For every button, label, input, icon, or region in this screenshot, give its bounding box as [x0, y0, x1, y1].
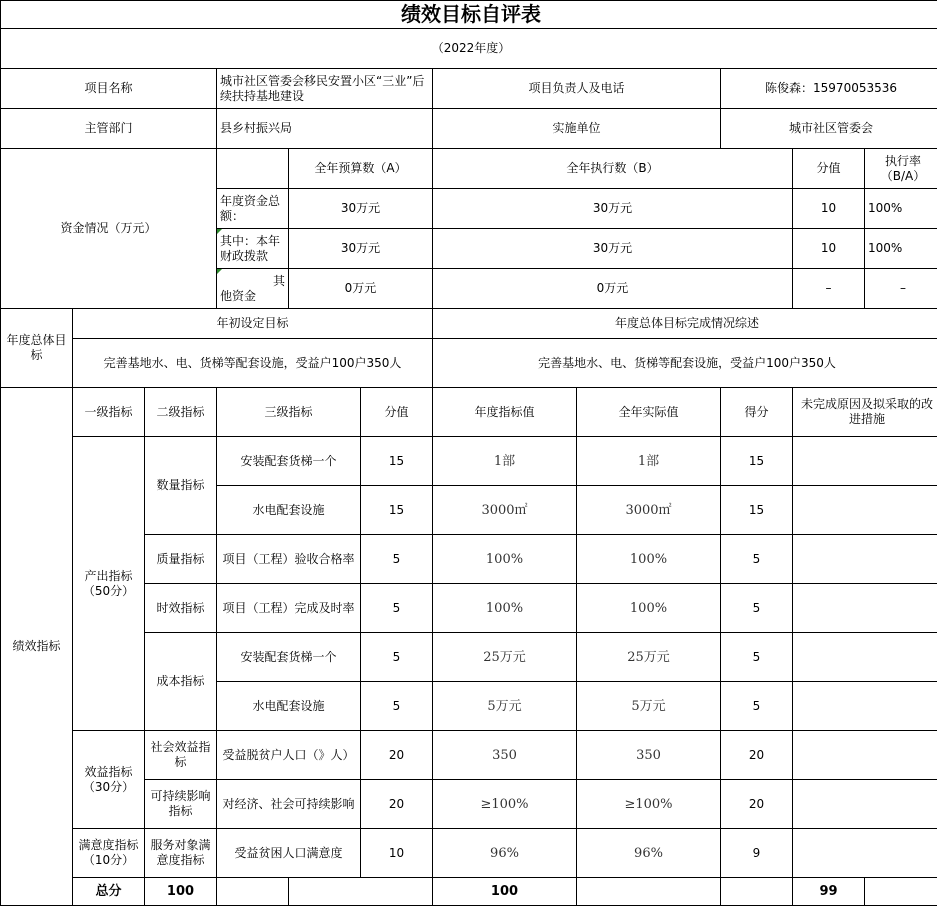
ind-target: 3000㎡: [433, 486, 577, 535]
ind-actual: 25万元: [577, 633, 721, 682]
funds-row-rate: 100%: [865, 229, 937, 269]
funds-header-blank: [217, 149, 289, 189]
ind-target: 5万元: [433, 682, 577, 731]
ind-reason: [793, 731, 937, 780]
ind-actual: 1部: [577, 437, 721, 486]
ind-target: 1部: [433, 437, 577, 486]
ind-l3: 安装配套货梯一个: [217, 633, 361, 682]
ind-score: 5: [721, 535, 793, 584]
ind-l1-output: 产出指标（50分）: [73, 437, 145, 731]
overall-done-header: 年度总体目标完成情况综述: [433, 309, 937, 339]
total-l3: [289, 878, 433, 906]
ind-target: ≥100%: [433, 780, 577, 829]
total-score: 99: [793, 878, 865, 906]
project-name: 城市社区管委会移民安置小区“三业”后续扶持基地建设: [217, 69, 433, 109]
funds-row-score-value: –: [793, 269, 865, 309]
funds-row-exec: 30万元: [433, 229, 793, 269]
ind-target: 25万元: [433, 633, 577, 682]
unit-value: 城市社区管委会: [721, 109, 937, 149]
ind-l2-quality: 质量指标: [145, 535, 217, 584]
ind-l3: 安装配套货梯一个: [217, 437, 361, 486]
funds-row-name-b: 他资金: [220, 288, 257, 303]
total-reason: [865, 878, 937, 906]
ind-value: 15: [361, 437, 433, 486]
ind-score: 15: [721, 437, 793, 486]
ind-score: 15: [721, 486, 793, 535]
ind-header-l2: 二级指标: [145, 388, 217, 437]
total-l2: [217, 878, 289, 906]
ind-l2-quantity: 数量指标: [145, 437, 217, 535]
dept-label: 主管部门: [1, 109, 217, 149]
ind-l3: 水电配套设施: [217, 486, 361, 535]
funds-row-score-value: 10: [793, 229, 865, 269]
ind-actual: 100%: [577, 584, 721, 633]
ind-reason: [793, 584, 937, 633]
owner-value: 陈俊森：15970053536: [721, 69, 937, 109]
ind-target: 96%: [433, 829, 577, 878]
page-title: 绩效目标自评表: [1, 1, 937, 29]
funds-row-budget: 30万元: [289, 229, 433, 269]
ind-header-actual: 全年实际值: [577, 388, 721, 437]
ind-l3: 对经济、社会可持续影响: [217, 780, 361, 829]
ind-target: 100%: [433, 535, 577, 584]
ind-reason: [793, 486, 937, 535]
funds-row-name: [217, 269, 289, 309]
funds-label: 资金情况（万元）: [1, 149, 217, 309]
dept-value: 县乡村振兴局: [217, 109, 433, 149]
ind-actual: 100%: [577, 535, 721, 584]
funds-header-budget: 全年预算数（A）: [289, 149, 433, 189]
ind-value: 15: [361, 486, 433, 535]
ind-actual: 350: [577, 731, 721, 780]
ind-reason: [793, 633, 937, 682]
funds-row-name: 年度资金总额：: [217, 189, 289, 229]
funds-row-name: 其中：本年财政拨款: [217, 229, 289, 269]
ind-l3: 项目（工程）验收合格率: [217, 535, 361, 584]
total-value: 100: [433, 878, 577, 906]
overall-set-header: 年初设定目标: [73, 309, 433, 339]
ind-target: 100%: [433, 584, 577, 633]
funds-row-rate: –: [865, 269, 937, 309]
ind-actual: 96%: [577, 829, 721, 878]
ind-score: 5: [721, 633, 793, 682]
ind-header-score: 得分: [721, 388, 793, 437]
project-name-label: 项目名称: [1, 69, 217, 109]
unit-label: 实施单位: [433, 109, 721, 149]
ind-actual: ≥100%: [577, 780, 721, 829]
ind-l3: 受益贫困人口满意度: [217, 829, 361, 878]
funds-header-score-value: 分值: [793, 149, 865, 189]
overall-label: 年度总体目标: [1, 309, 73, 388]
year-label: （2022年度）: [1, 29, 937, 69]
ind-header-reason: 未完成原因及拟采取的改进措施: [793, 388, 937, 437]
total-target: [577, 878, 721, 906]
ind-l3: 项目（工程）完成及时率: [217, 584, 361, 633]
funds-row-exec: 30万元: [433, 189, 793, 229]
ind-actual: 3000㎡: [577, 486, 721, 535]
ind-value: 5: [361, 682, 433, 731]
ind-l1-satisfaction: 满意度指标（10分）: [73, 829, 145, 878]
funds-row-exec: 0万元: [433, 269, 793, 309]
ind-reason: [793, 682, 937, 731]
ind-score: 20: [721, 731, 793, 780]
ind-l2-service: 服务对象满意度指标: [145, 829, 217, 878]
overall-done-text: 完善基地水、电、货梯等配套设施，受益户100户350人: [433, 339, 937, 388]
ind-value: 20: [361, 731, 433, 780]
ind-score: 9: [721, 829, 793, 878]
funds-header-exec: 全年执行数（B）: [433, 149, 793, 189]
ind-score: 5: [721, 682, 793, 731]
ind-l2-timeliness: 时效指标: [145, 584, 217, 633]
funds-header-rate: 执行率（B/A）: [865, 149, 937, 189]
ind-value: 20: [361, 780, 433, 829]
ind-reason: [793, 780, 937, 829]
ind-target: 350: [433, 731, 577, 780]
overall-set-text: 完善基地水、电、货梯等配套设施，受益户100户350人: [73, 339, 433, 388]
ind-header-l1: 一级指标: [73, 388, 145, 437]
ind-score: 5: [721, 584, 793, 633]
ind-reason: [793, 829, 937, 878]
total-label: 总分: [73, 878, 145, 906]
funds-row-budget: 0万元: [289, 269, 433, 309]
funds-row-budget: 30万元: [289, 189, 433, 229]
indicators-label: 绩效指标: [1, 388, 73, 906]
ind-header-value: 分值: [361, 388, 433, 437]
ind-value: 10: [361, 829, 433, 878]
total-l1: 100: [145, 878, 217, 906]
ind-l3: 受益脱贫户人口（》人）: [217, 731, 361, 780]
funds-row-rate: 100%: [865, 189, 937, 229]
ind-header-target: 年度指标值: [433, 388, 577, 437]
ind-value: 5: [361, 535, 433, 584]
owner-label: 项目负责人及电话: [433, 69, 721, 109]
ind-l2-sustain: 可持续影响指标: [145, 780, 217, 829]
ind-value: 5: [361, 633, 433, 682]
ind-l2-cost: 成本指标: [145, 633, 217, 731]
funds-row-name-a: 其: [272, 273, 285, 288]
ind-l2-social: 社会效益指标: [145, 731, 217, 780]
ind-header-l3: 三级指标: [217, 388, 361, 437]
funds-row-score-value: 10: [793, 189, 865, 229]
ind-actual: 5万元: [577, 682, 721, 731]
ind-score: 20: [721, 780, 793, 829]
ind-l1-benefit: 效益指标（30分）: [73, 731, 145, 829]
ind-l3: 水电配套设施: [217, 682, 361, 731]
total-actual: [721, 878, 793, 906]
ind-reason: [793, 535, 937, 584]
ind-reason: [793, 437, 937, 486]
ind-value: 5: [361, 584, 433, 633]
